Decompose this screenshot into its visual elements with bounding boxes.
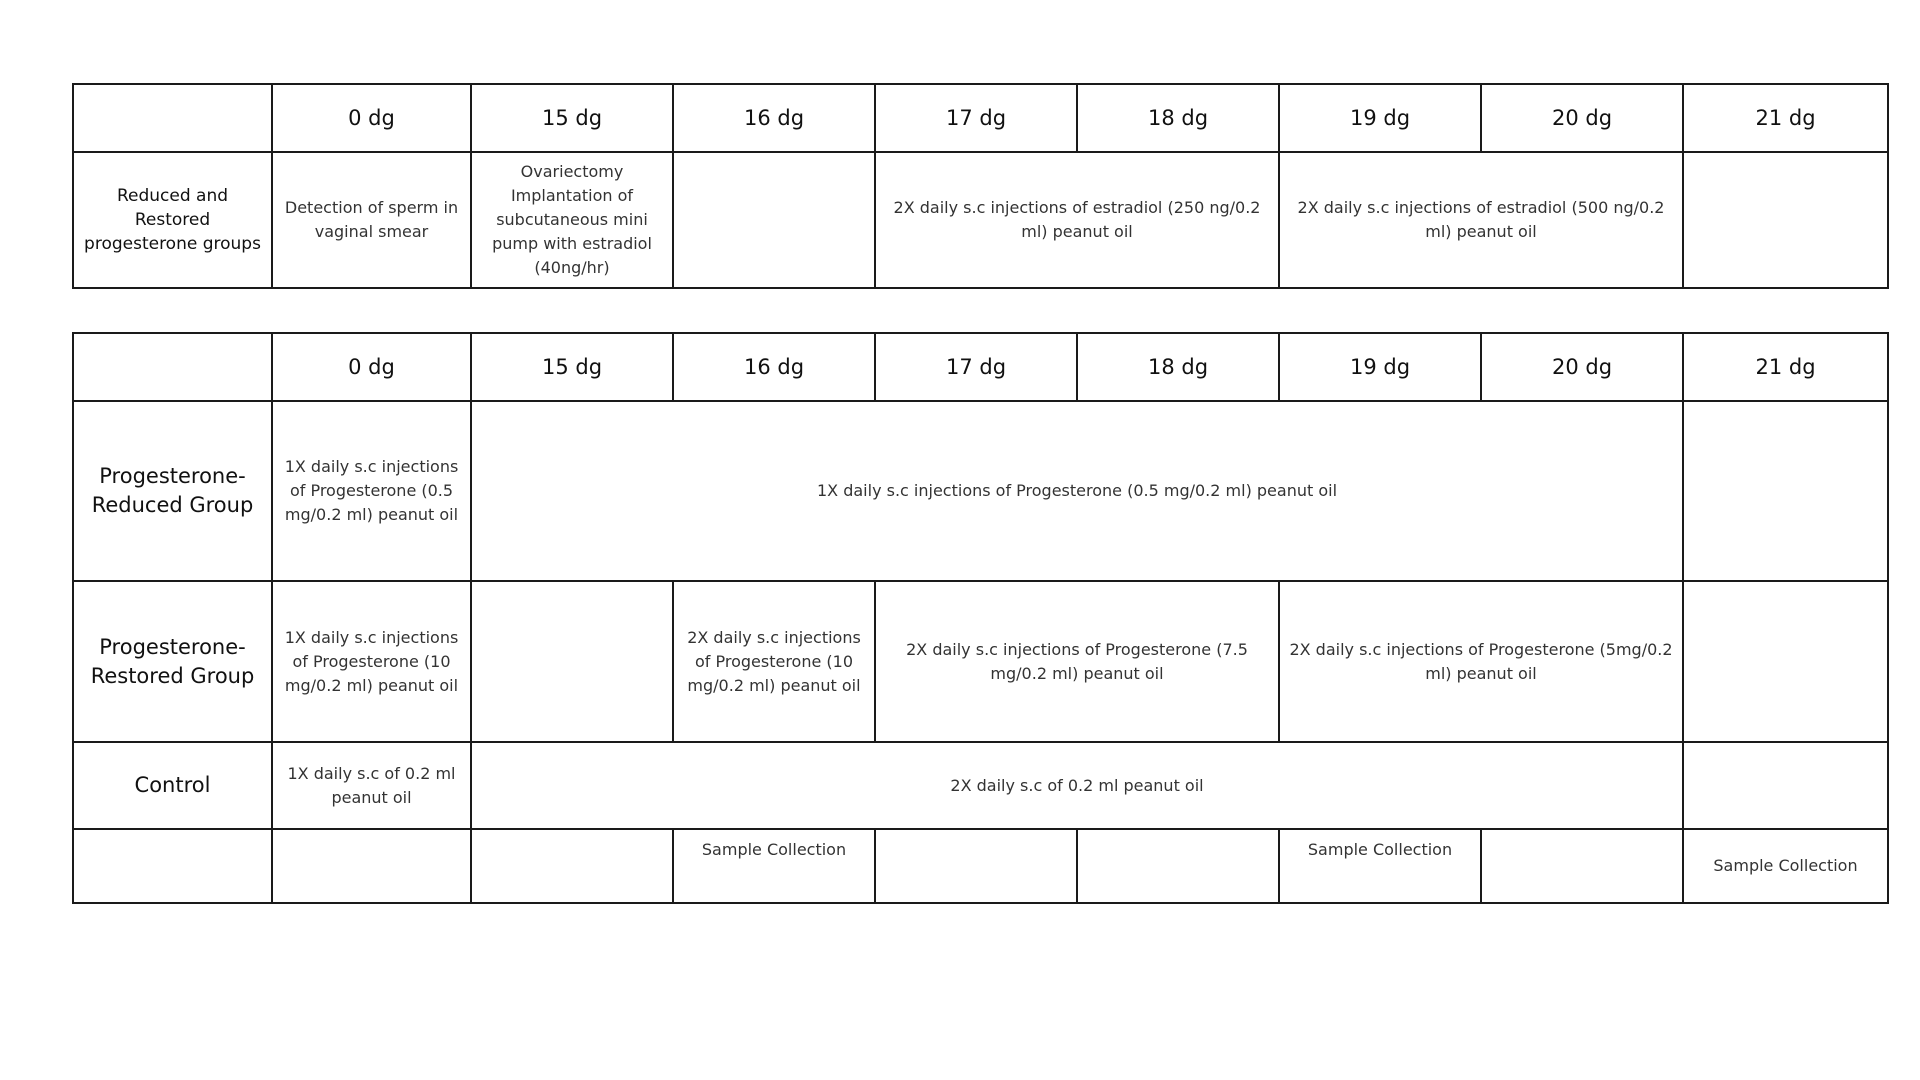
header-day-20: 20 dg	[1481, 333, 1683, 401]
cell-empty	[73, 829, 272, 903]
table-row-sample-collection	[73, 829, 1888, 903]
cell-empty	[1683, 152, 1888, 288]
table-row-progesterone-restored	[73, 581, 1888, 742]
table-row-progesterone-reduced	[73, 401, 1888, 581]
header-day-19: 19 dg	[1279, 333, 1481, 401]
cell-control-day0: 1X daily s.c of 0.2 ml peanut oil	[272, 742, 471, 829]
cell-empty	[1683, 401, 1888, 581]
cell-empty	[1077, 829, 1279, 903]
header-day-17: 17 dg	[875, 333, 1077, 401]
cell-empty	[272, 829, 471, 903]
cell-empty	[875, 829, 1077, 903]
cell-restored-7-5mg: 2X daily s.c injections of Progesterone (7.5 mg/0.2 ml) peanut oil	[875, 581, 1279, 742]
header-day-0: 0 dg	[272, 333, 471, 401]
table-row-control	[73, 742, 1888, 829]
header-corner-cell	[73, 84, 272, 152]
cell-reduced-daily-injections: 1X daily s.c injections of Progesterone (0.5 mg/0.2 ml) peanut oil	[471, 401, 1683, 581]
cell-restored-day0-dose: 1X daily s.c injections of Progesterone (10 mg/0.2 ml) peanut oil	[272, 581, 471, 742]
header-day-0: 0 dg	[272, 84, 471, 152]
row-label-progesterone-reduced: Progesterone-Reduced Group	[73, 401, 272, 581]
cell-reduced-day0-dose: 1X daily s.c injections of Progesterone (0.5 mg/0.2 ml) peanut oil	[272, 401, 471, 581]
cell-empty	[673, 152, 875, 288]
cell-empty	[471, 581, 673, 742]
row-label-control: Control	[73, 742, 272, 829]
cell-control-daily-oil: 2X daily s.c of 0.2 ml peanut oil	[471, 742, 1683, 829]
cell-sample-collection-day16: Sample Collection	[673, 829, 875, 903]
cell-sample-collection-day21: Sample Collection	[1683, 829, 1888, 903]
estradiol-schedule-table	[72, 83, 1889, 289]
progesterone-schedule-table	[72, 332, 1889, 904]
cell-empty	[471, 829, 673, 903]
table-header-row	[73, 333, 1888, 401]
row-label-reduced-restored: Reduced and Restored progesterone groups	[73, 152, 272, 288]
header-day-17: 17 dg	[875, 84, 1077, 152]
cell-empty	[1683, 581, 1888, 742]
header-day-21: 21 dg	[1683, 333, 1888, 401]
header-day-20: 20 dg	[1481, 84, 1683, 152]
cell-sample-collection-day19: Sample Collection	[1279, 829, 1481, 903]
header-day-16: 16 dg	[673, 84, 875, 152]
cell-sperm-detection: Detection of sperm in vaginal smear	[272, 152, 471, 288]
row-label-progesterone-restored: Progesterone-Restored Group	[73, 581, 272, 742]
table-header-row	[73, 84, 1888, 152]
header-day-21: 21 dg	[1683, 84, 1888, 152]
cell-estradiol-500: 2X daily s.c injections of estradiol (500 ng/0.2 ml) peanut oil	[1279, 152, 1683, 288]
cell-estradiol-250: 2X daily s.c injections of estradiol (250 ng/0.2 ml) peanut oil	[875, 152, 1279, 288]
header-day-18: 18 dg	[1077, 84, 1279, 152]
table-row	[73, 152, 1888, 288]
header-day-16: 16 dg	[673, 333, 875, 401]
cell-restored-5mg: 2X daily s.c injections of Progesterone (5mg/0.2 ml) peanut oil	[1279, 581, 1683, 742]
header-day-19: 19 dg	[1279, 84, 1481, 152]
header-corner-cell	[73, 333, 272, 401]
header-day-15: 15 dg	[471, 333, 673, 401]
cell-ovariectomy: Ovariectomy Implantation of subcutaneous mini pump with estradiol (40ng/hr)	[471, 152, 673, 288]
cell-empty	[1683, 742, 1888, 829]
header-day-18: 18 dg	[1077, 333, 1279, 401]
cell-empty	[1481, 829, 1683, 903]
cell-restored-10mg: 2X daily s.c injections of Progesterone (10 mg/0.2 ml) peanut oil	[673, 581, 875, 742]
header-day-15: 15 dg	[471, 84, 673, 152]
